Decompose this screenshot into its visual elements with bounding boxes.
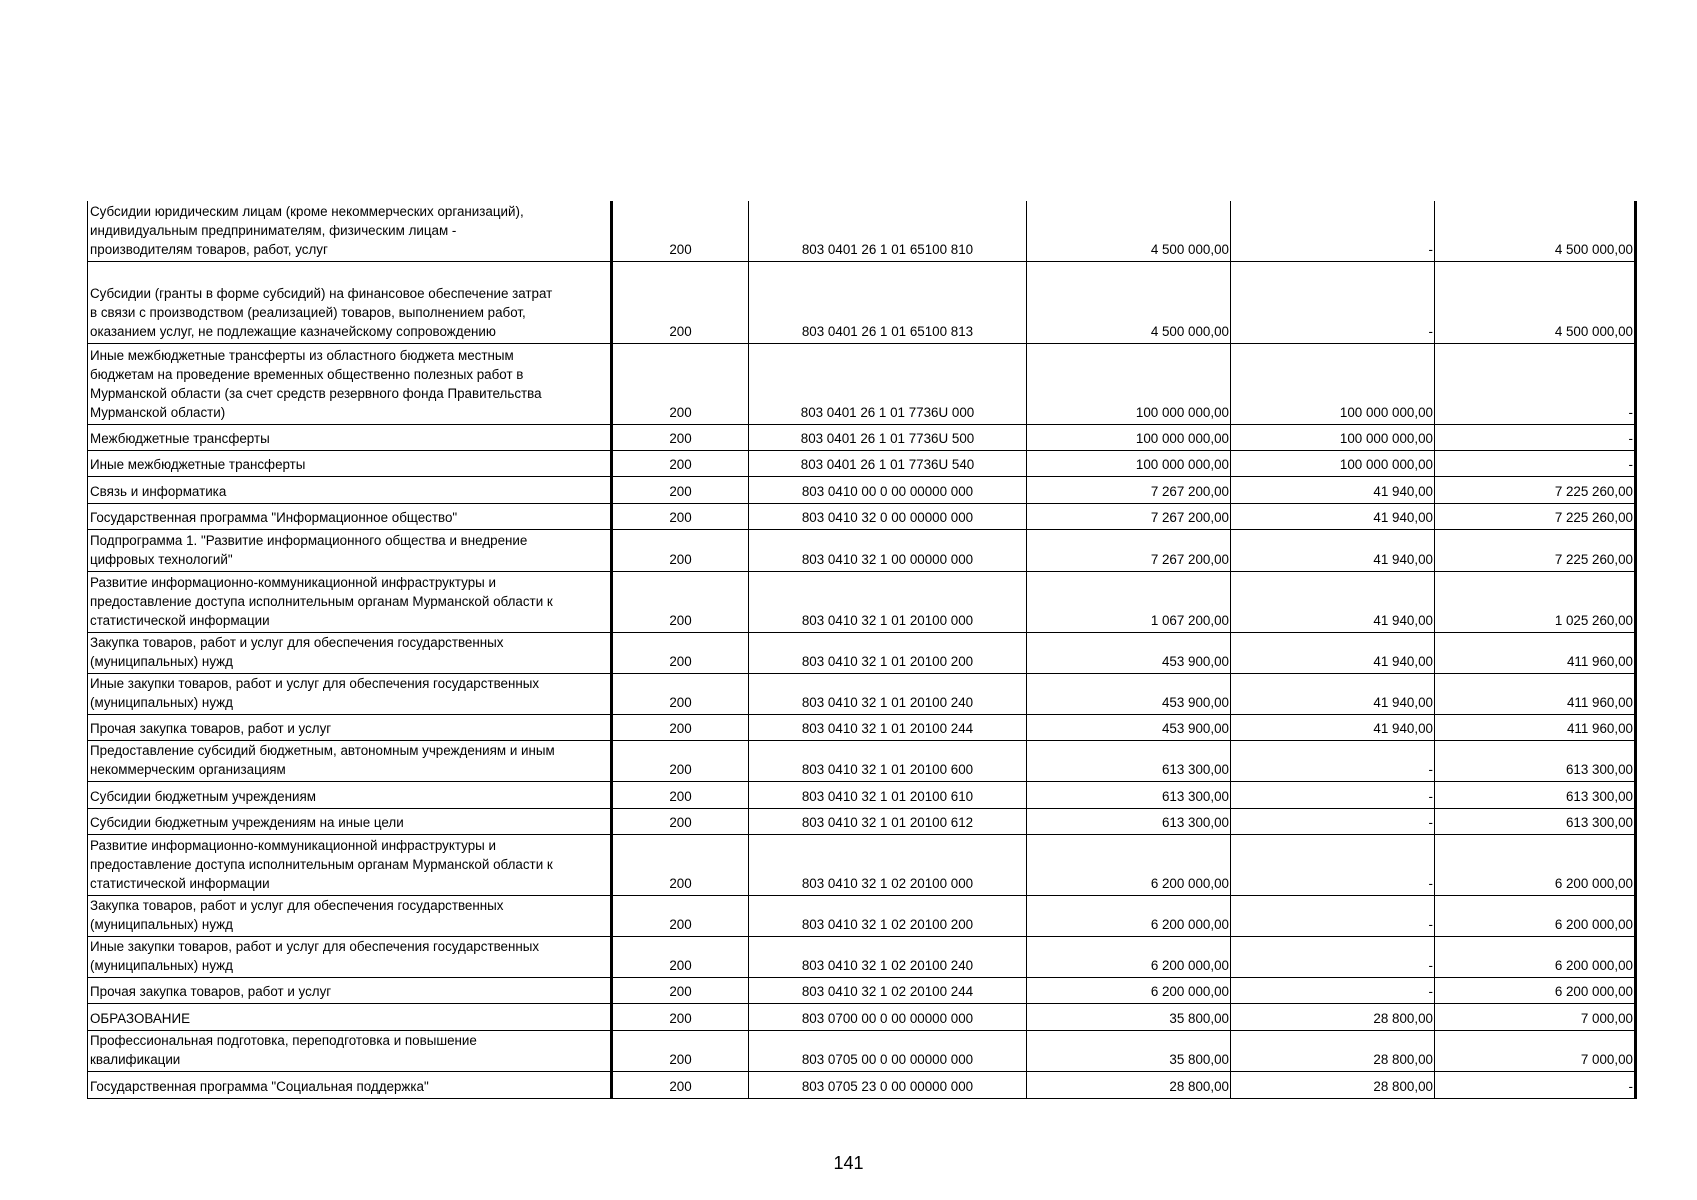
row-unexecuted-amount: 7 225 260,00	[1435, 529, 1636, 571]
table-row	[88, 476, 1636, 503]
row-executed-amount: -	[1231, 261, 1435, 343]
row-line-code: 200	[612, 936, 749, 977]
row-name	[88, 936, 612, 977]
row-approved-amount: 100 000 000,00	[1027, 450, 1231, 476]
table-row	[88, 424, 1636, 450]
row-unexecuted-amount: 613 300,00	[1435, 808, 1636, 834]
row-name	[88, 450, 612, 476]
row-budget-code: 803 0410 32 1 01 20100 600	[749, 740, 1027, 781]
row-name	[88, 343, 612, 424]
row-budget-code: 803 0410 32 1 01 20100 244	[749, 714, 1027, 740]
row-unexecuted-amount: -	[1435, 1071, 1636, 1098]
row-line-code: 200	[612, 673, 749, 714]
row-line-code: 200	[612, 834, 749, 895]
row-executed-amount: 100 000 000,00	[1231, 450, 1435, 476]
row-line-code: 200	[612, 1030, 749, 1071]
row-unexecuted-amount: 1 025 260,00	[1435, 571, 1636, 632]
table-row	[88, 673, 1636, 714]
table-row	[88, 1071, 1636, 1098]
row-name-text: Иные межбюджетные трансферты	[90, 456, 306, 472]
row-name-text: Иные закупки товаров, работ и услуг для обеспечения государственных (муниципальных) нужд	[90, 675, 540, 710]
row-budget-code: 803 0410 32 1 02 20100 000	[749, 834, 1027, 895]
row-executed-amount: 41 940,00	[1231, 529, 1435, 571]
row-budget-code: 803 0401 26 1 01 65100 810	[749, 201, 1027, 261]
row-approved-amount: 7 267 200,00	[1027, 476, 1231, 503]
row-budget-code: 803 0401 26 1 01 7736U 540	[749, 450, 1027, 476]
row-name	[88, 571, 612, 632]
row-unexecuted-amount: 613 300,00	[1435, 781, 1636, 808]
page-number: 141	[833, 1153, 864, 1173]
row-name	[88, 673, 612, 714]
row-unexecuted-amount: 7 000,00	[1435, 1003, 1636, 1030]
row-unexecuted-amount: -	[1435, 424, 1636, 450]
row-approved-amount: 6 200 000,00	[1027, 936, 1231, 977]
row-budget-code: 803 0410 32 1 02 20100 244	[749, 977, 1027, 1003]
row-name-text: Развитие информационно-коммуникационной инфраструктуры и предоставление доступа исполнительным органам Мурманской области к статистической информации	[90, 574, 553, 628]
row-budget-code: 803 0410 32 1 01 20100 000	[749, 571, 1027, 632]
row-budget-code: 803 0401 26 1 01 7736U 000	[749, 343, 1027, 424]
row-name	[88, 808, 612, 834]
row-executed-amount: -	[1231, 834, 1435, 895]
row-line-code: 200	[612, 571, 749, 632]
row-approved-amount: 7 267 200,00	[1027, 503, 1231, 529]
row-unexecuted-amount: 6 200 000,00	[1435, 977, 1636, 1003]
row-approved-amount: 35 800,00	[1027, 1003, 1231, 1030]
row-name	[88, 714, 612, 740]
row-executed-amount: 41 940,00	[1231, 503, 1435, 529]
row-line-code: 200	[612, 201, 749, 261]
table-row	[88, 503, 1636, 529]
row-approved-amount: 613 300,00	[1027, 781, 1231, 808]
row-budget-code: 803 0705 00 0 00 00000 000	[749, 1030, 1027, 1071]
row-executed-amount: -	[1231, 936, 1435, 977]
row-name	[88, 503, 612, 529]
row-name	[88, 261, 612, 343]
table-row	[88, 808, 1636, 834]
row-unexecuted-amount: 411 960,00	[1435, 714, 1636, 740]
row-executed-amount: 100 000 000,00	[1231, 424, 1435, 450]
budget-table-body	[88, 201, 1636, 1098]
row-approved-amount: 453 900,00	[1027, 632, 1231, 673]
row-approved-amount: 6 200 000,00	[1027, 895, 1231, 936]
row-executed-amount: 41 940,00	[1231, 632, 1435, 673]
row-approved-amount: 1 067 200,00	[1027, 571, 1231, 632]
row-line-code: 200	[612, 529, 749, 571]
row-unexecuted-amount: 411 960,00	[1435, 632, 1636, 673]
row-line-code: 200	[612, 424, 749, 450]
row-unexecuted-amount: -	[1435, 450, 1636, 476]
row-approved-amount: 4 500 000,00	[1027, 261, 1231, 343]
row-unexecuted-amount: 4 500 000,00	[1435, 261, 1636, 343]
row-name-text: Закупка товаров, работ и услуг для обеспечения государственных (муниципальных) нужд	[90, 897, 504, 932]
row-budget-code: 803 0410 32 1 02 20100 200	[749, 895, 1027, 936]
table-row	[88, 201, 1636, 261]
row-line-code: 200	[612, 781, 749, 808]
row-unexecuted-amount: 4 500 000,00	[1435, 201, 1636, 261]
row-name	[88, 781, 612, 808]
row-line-code: 200	[612, 503, 749, 529]
row-name-text: Подпрограмма 1. "Развитие информационного общества и внедрение цифровых технологий"	[90, 532, 528, 567]
row-executed-amount: 41 940,00	[1231, 476, 1435, 503]
row-name-text: Субсидии (гранты в форме субсидий) на финансовое обеспечение затрат в связи с производством (реализацией) товаров, выполнением работ, оказанием услуг, не подлежащие казначейскому сопровождению	[90, 285, 553, 339]
row-name-text: Иные закупки товаров, работ и услуг для обеспечения государственных (муниципальных) нужд	[90, 938, 540, 973]
row-approved-amount: 4 500 000,00	[1027, 201, 1231, 261]
row-executed-amount: 28 800,00	[1231, 1071, 1435, 1098]
row-line-code: 200	[612, 714, 749, 740]
row-budget-code: 803 0401 26 1 01 7736U 500	[749, 424, 1027, 450]
table-row	[88, 343, 1636, 424]
row-budget-code: 803 0410 32 1 00 00000 000	[749, 529, 1027, 571]
row-approved-amount: 613 300,00	[1027, 808, 1231, 834]
table-row	[88, 632, 1636, 673]
row-line-code: 200	[612, 1003, 749, 1030]
table-row	[88, 1030, 1636, 1071]
row-budget-code: 803 0410 32 1 01 20100 612	[749, 808, 1027, 834]
row-unexecuted-amount: 613 300,00	[1435, 740, 1636, 781]
row-name-text: Профессиональная подготовка, переподготовка и повышение квалификации	[90, 1032, 477, 1067]
row-name	[88, 1071, 612, 1098]
row-approved-amount: 6 200 000,00	[1027, 834, 1231, 895]
row-budget-code: 803 0410 00 0 00 00000 000	[749, 476, 1027, 503]
row-name	[88, 476, 612, 503]
row-executed-amount: 41 940,00	[1231, 673, 1435, 714]
row-name	[88, 1030, 612, 1071]
row-name-text: Государственная программа "Социальная поддержка"	[90, 1078, 429, 1094]
row-budget-code: 803 0410 32 0 00 00000 000	[749, 503, 1027, 529]
table-row	[88, 529, 1636, 571]
row-unexecuted-amount: 411 960,00	[1435, 673, 1636, 714]
row-line-code: 200	[612, 740, 749, 781]
row-name	[88, 201, 612, 261]
row-name-text: Субсидии бюджетным учреждениям	[90, 788, 316, 804]
row-name	[88, 740, 612, 781]
row-executed-amount: -	[1231, 895, 1435, 936]
table-row	[88, 834, 1636, 895]
row-approved-amount: 613 300,00	[1027, 740, 1231, 781]
table-row	[88, 895, 1636, 936]
row-executed-amount: 41 940,00	[1231, 571, 1435, 632]
row-executed-amount: -	[1231, 201, 1435, 261]
row-executed-amount: -	[1231, 781, 1435, 808]
row-executed-amount: -	[1231, 977, 1435, 1003]
row-name-text: Межбюджетные трансферты	[90, 430, 270, 446]
table-row	[88, 571, 1636, 632]
row-name	[88, 977, 612, 1003]
row-unexecuted-amount: 7 225 260,00	[1435, 503, 1636, 529]
row-name	[88, 424, 612, 450]
row-name	[88, 529, 612, 571]
row-unexecuted-amount: 6 200 000,00	[1435, 895, 1636, 936]
row-approved-amount: 453 900,00	[1027, 714, 1231, 740]
row-budget-code: 803 0410 32 1 02 20100 240	[749, 936, 1027, 977]
table-row	[88, 740, 1636, 781]
row-name-text: Прочая закупка товаров, работ и услуг	[90, 983, 332, 999]
row-name	[88, 895, 612, 936]
budget-table	[87, 201, 1637, 1099]
row-approved-amount: 100 000 000,00	[1027, 343, 1231, 424]
row-unexecuted-amount: 6 200 000,00	[1435, 834, 1636, 895]
row-line-code: 200	[612, 343, 749, 424]
row-name-text: Прочая закупка товаров, работ и услуг	[90, 720, 332, 736]
row-unexecuted-amount: -	[1435, 343, 1636, 424]
row-name-text: Развитие информационно-коммуникационной инфраструктуры и предоставление доступа исполнительным органам Мурманской области к статистической информации	[90, 837, 553, 891]
row-approved-amount: 453 900,00	[1027, 673, 1231, 714]
row-line-code: 200	[612, 261, 749, 343]
row-name-text: Закупка товаров, работ и услуг для обеспечения государственных (муниципальных) нужд	[90, 634, 504, 669]
row-unexecuted-amount: 6 200 000,00	[1435, 936, 1636, 977]
row-budget-code: 803 0705 23 0 00 00000 000	[749, 1071, 1027, 1098]
row-name-text: Субсидии юридическим лицам (кроме некоммерческих организаций), индивидуальным предпринимателям, физическим лицам - производителям товаров, работ, услуг	[90, 203, 524, 257]
row-executed-amount: 28 800,00	[1231, 1030, 1435, 1071]
row-line-code: 200	[612, 1071, 749, 1098]
row-line-code: 200	[612, 895, 749, 936]
table-row	[88, 714, 1636, 740]
row-budget-code: 803 0410 32 1 01 20100 200	[749, 632, 1027, 673]
row-line-code: 200	[612, 632, 749, 673]
row-approved-amount: 100 000 000,00	[1027, 424, 1231, 450]
row-approved-amount: 6 200 000,00	[1027, 977, 1231, 1003]
row-executed-amount: 100 000 000,00	[1231, 343, 1435, 424]
row-unexecuted-amount: 7 000,00	[1435, 1030, 1636, 1071]
table-row	[88, 450, 1636, 476]
row-name	[88, 632, 612, 673]
row-executed-amount: -	[1231, 740, 1435, 781]
row-name	[88, 834, 612, 895]
row-budget-code: 803 0410 32 1 01 20100 610	[749, 781, 1027, 808]
table-row	[88, 781, 1636, 808]
row-line-code: 200	[612, 808, 749, 834]
row-line-code: 200	[612, 476, 749, 503]
row-line-code: 200	[612, 450, 749, 476]
row-executed-amount: -	[1231, 808, 1435, 834]
table-row	[88, 977, 1636, 1003]
row-unexecuted-amount: 7 225 260,00	[1435, 476, 1636, 503]
table-row	[88, 261, 1636, 343]
row-executed-amount: 41 940,00	[1231, 714, 1435, 740]
row-name-text: Предоставление субсидий бюджетным, автономным учреждениям и иным некоммерческим организациям	[90, 742, 555, 777]
row-name-text: Иные межбюджетные трансферты из областного бюджета местным бюджетам на проведение временных общественно полезных работ в Мурманской области (за счет средств резервного фонда Правительства Мурманской области)	[90, 347, 542, 420]
row-name	[88, 1003, 612, 1030]
row-budget-code: 803 0410 32 1 01 20100 240	[749, 673, 1027, 714]
row-approved-amount: 28 800,00	[1027, 1071, 1231, 1098]
row-name-text: Связь и информатика	[90, 483, 227, 499]
row-budget-code: 803 0700 00 0 00 00000 000	[749, 1003, 1027, 1030]
table-row	[88, 936, 1636, 977]
row-executed-amount: 28 800,00	[1231, 1003, 1435, 1030]
row-name-text: ОБРАЗОВАНИЕ	[90, 1010, 191, 1026]
row-budget-code: 803 0401 26 1 01 65100 813	[749, 261, 1027, 343]
row-name-text: Субсидии бюджетным учреждениям на иные цели	[90, 814, 404, 830]
row-line-code: 200	[612, 977, 749, 1003]
row-name-text: Государственная программа "Информационное общество"	[90, 509, 458, 525]
table-row	[88, 1003, 1636, 1030]
row-approved-amount: 35 800,00	[1027, 1030, 1231, 1071]
row-approved-amount: 7 267 200,00	[1027, 529, 1231, 571]
